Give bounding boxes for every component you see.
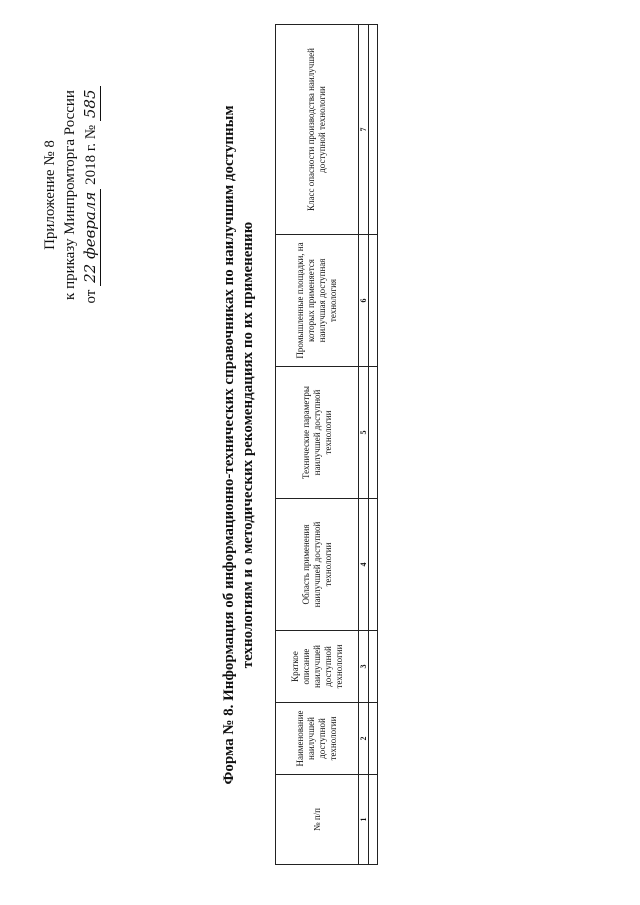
header-cell-scope: Область применения наилучшей доступной технологии xyxy=(276,499,359,631)
column-number: 1 xyxy=(359,775,369,865)
header-cell-sites: Промышленные площадки, на которых применяется наилучшая доступная технология xyxy=(276,235,359,367)
form-title-line-2: технологиям и о методических рекомендациях по их применению xyxy=(240,221,256,669)
column-number: 5 xyxy=(359,367,369,499)
handwritten-order-number: 585 xyxy=(80,87,101,122)
order-date-line xyxy=(80,65,101,325)
appendix-label: Приложение № 8 xyxy=(42,140,58,250)
form-table xyxy=(275,24,378,865)
form-title xyxy=(220,35,258,855)
column-number: 2 xyxy=(359,703,369,775)
header-cell-name: Наименование наилучшей доступной технологии xyxy=(276,703,359,775)
empty-cell xyxy=(369,703,378,775)
header-cell-parameters: Технические параметры наилучшей доступной технологии xyxy=(276,367,359,499)
column-number-row xyxy=(359,25,369,865)
column-number: 4 xyxy=(359,499,369,631)
header-cell-description: Краткое описание наилучшей доступной технологии xyxy=(276,631,359,703)
handwritten-date: 22 февраля xyxy=(80,189,101,286)
order-reference: к приказу Минпромторга России xyxy=(62,90,78,300)
column-number: 7 xyxy=(359,25,369,235)
empty-data-row xyxy=(369,25,378,865)
column-number: 6 xyxy=(359,235,369,367)
empty-cell xyxy=(369,235,378,367)
table-header-row xyxy=(276,25,359,865)
form-title-line-1: Форма № 8. Информация об информационно-технических справочниках по наилучшим доступным xyxy=(221,105,237,785)
empty-cell xyxy=(369,499,378,631)
empty-cell xyxy=(369,631,378,703)
date-prefix: от xyxy=(83,289,99,304)
date-year: 2018 г. № xyxy=(83,124,99,185)
header-cell-hazard-class: Класс опасности производства наилучшей доступной технологии xyxy=(276,25,359,235)
appendix-header xyxy=(40,65,101,325)
rotated-page xyxy=(0,5,400,885)
empty-cell xyxy=(369,775,378,865)
empty-cell xyxy=(369,367,378,499)
header-cell-number: № п/п xyxy=(276,775,359,865)
empty-cell xyxy=(369,25,378,235)
column-number: 3 xyxy=(359,631,369,703)
